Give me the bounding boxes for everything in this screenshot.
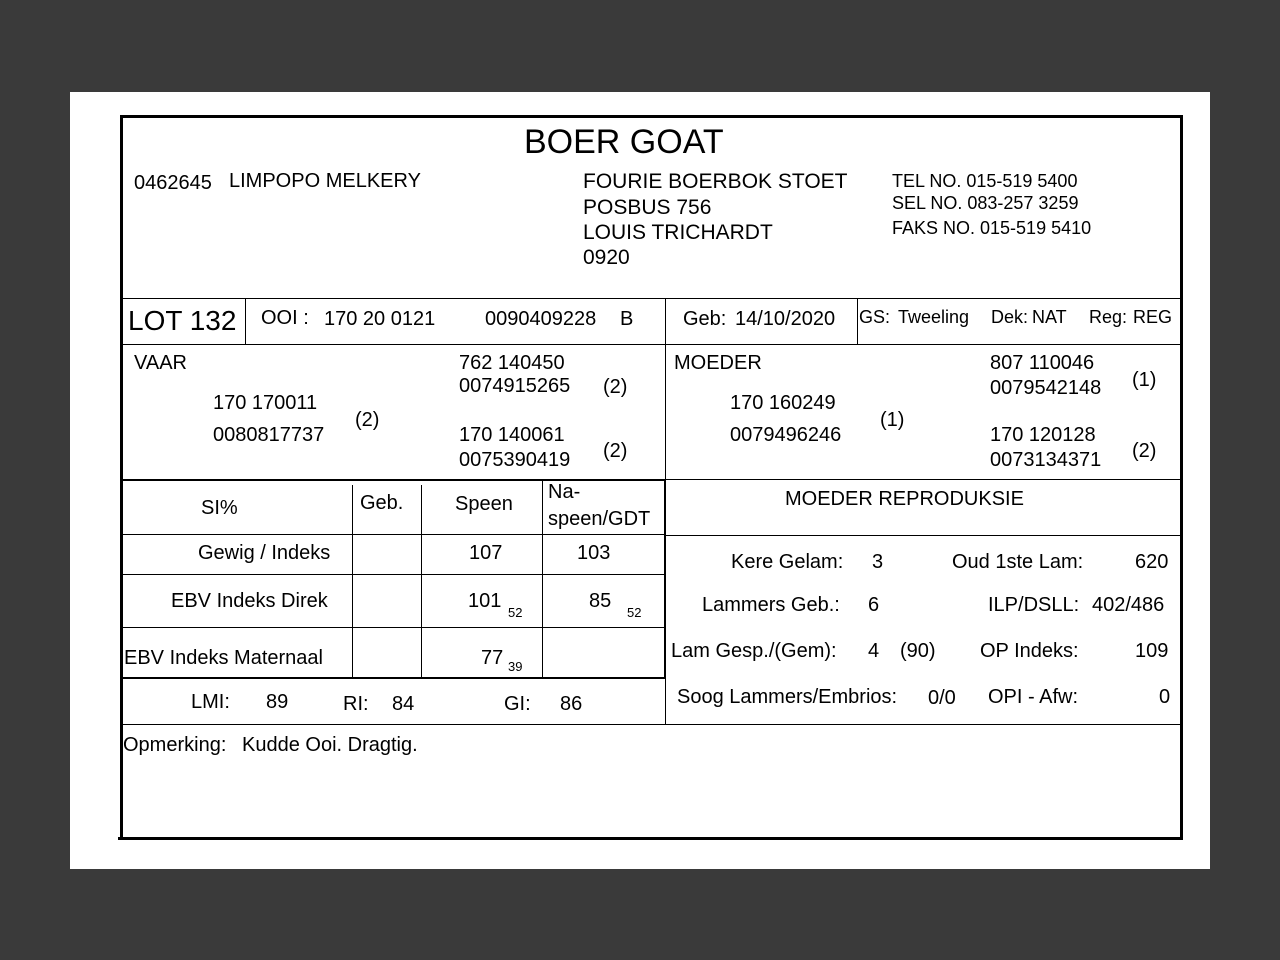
vline-geb-col xyxy=(421,485,422,678)
row-label-ebv-direk: EBV Indeks Direk xyxy=(171,590,328,612)
ooi-label: OOI : xyxy=(261,307,309,329)
remarks-text: Kudde Ooi. Dragtig. xyxy=(242,734,418,756)
divider-row3 xyxy=(120,677,666,679)
speen-header: Speen xyxy=(455,493,513,515)
lam-gesp-label: Lam Gesp./(Gem): xyxy=(671,640,837,662)
divider-headers-right xyxy=(665,535,1182,536)
border-bottom xyxy=(118,837,1183,840)
sire-grade: (2) xyxy=(355,409,380,431)
vline-speen-col xyxy=(542,479,543,678)
divider-lot xyxy=(120,344,1182,345)
divider-pedigree-left xyxy=(120,479,666,481)
oud-1ste-lam-label: Oud 1ste Lam: xyxy=(952,551,1084,573)
ooi-class: B xyxy=(620,308,634,330)
sire-sire-id: 762 140450 xyxy=(459,352,565,374)
birth-date: 14/10/2020 xyxy=(735,308,836,330)
row-maternaal-speen: 77 xyxy=(481,647,504,669)
ri-value: 84 xyxy=(392,693,415,715)
vline-table-right xyxy=(664,479,666,679)
divider-indices xyxy=(120,724,1182,725)
sire-heading: VAAR xyxy=(134,352,187,374)
breeder-line-4: 0920 xyxy=(583,246,630,269)
oud-1ste-lam-value: 620 xyxy=(1135,551,1169,573)
repro-heading: MOEDER REPRODUKSIE xyxy=(785,488,1024,510)
lammers-geb-value: 6 xyxy=(868,594,880,616)
gi-label: GI: xyxy=(504,693,531,715)
dek-label: Dek: xyxy=(991,307,1029,327)
opi-afw-value: 0 xyxy=(1159,686,1171,708)
row-gewig-speen: 107 xyxy=(469,542,503,564)
op-indeks-label: OP Indeks: xyxy=(980,640,1079,662)
contact-sel: SEL NO. 083-257 3259 xyxy=(892,193,1079,213)
gi-value: 86 xyxy=(560,693,583,715)
divider-row1 xyxy=(120,574,666,575)
soog-lammers-value: 0/0 xyxy=(928,687,956,709)
dam-reg: 0079496246 xyxy=(730,424,842,446)
row-direk-naspeen: 85 xyxy=(589,590,612,612)
ilp-dsll-value: 402/486 xyxy=(1092,594,1165,616)
row-gewig-naspeen: 103 xyxy=(577,542,611,564)
sire-reg: 0080817737 xyxy=(213,424,325,446)
divider-pedigree-right xyxy=(665,479,1182,480)
lam-gesp-value: 4 xyxy=(868,640,880,662)
gs-label: GS: xyxy=(859,307,891,327)
naspeen-header-line-2: speen/GDT xyxy=(548,508,651,530)
kere-gelam-value: 3 xyxy=(872,551,884,573)
row-maternaal-speen-accuracy: 39 xyxy=(508,659,523,674)
ilp-dsll-label: ILP/DSLL: xyxy=(988,594,1080,616)
dam-id: 170 160249 xyxy=(730,392,836,414)
ooi-id: 170 20 0121 xyxy=(324,308,436,330)
breeder-line-2: POSBUS 756 xyxy=(583,196,712,219)
op-indeks-value: 109 xyxy=(1135,640,1169,662)
contact-faks: FAKS NO. 015-519 5410 xyxy=(892,218,1092,238)
row-label-gewig: Gewig / Indeks xyxy=(198,542,331,564)
gs-value: Tweeling xyxy=(898,307,970,327)
lam-gesp-average: (90) xyxy=(900,640,936,662)
opi-afw-label: OPI - Afw: xyxy=(988,686,1079,708)
ooi-registration: 0090409228 xyxy=(485,308,597,330)
dam-grade: (1) xyxy=(880,409,905,431)
breeder-line-1: FOURIE BOERBOK STOET xyxy=(583,170,848,193)
sire-sire-grade: (2) xyxy=(603,376,628,398)
naspeen-header-line-1: Na- xyxy=(548,481,581,503)
divider-headers-left xyxy=(120,534,666,535)
dek-value: NAT xyxy=(1032,307,1067,327)
reg-label: Reg: xyxy=(1089,307,1128,327)
border-left xyxy=(120,115,123,840)
owner-id: 0462645 xyxy=(134,172,212,194)
dam-dam-grade: (2) xyxy=(1132,440,1157,462)
card-title: BOER GOAT xyxy=(524,123,724,161)
dam-sire-grade: (1) xyxy=(1132,369,1157,391)
geb-header: Geb. xyxy=(360,492,404,514)
border-top xyxy=(120,115,1183,118)
vline-geb xyxy=(857,298,858,344)
lmi-value: 89 xyxy=(266,691,289,713)
row-direk-speen: 101 xyxy=(468,590,502,612)
lmi-label: LMI: xyxy=(191,691,230,713)
border-right xyxy=(1180,115,1183,840)
lot-number: LOT 132 xyxy=(128,305,237,336)
dam-dam-reg: 0073134371 xyxy=(990,449,1102,471)
sire-dam-reg: 0075390419 xyxy=(459,449,571,471)
dam-heading: MOEDER xyxy=(674,352,762,374)
row-direk-speen-accuracy: 52 xyxy=(508,605,523,620)
ri-label: RI: xyxy=(343,693,369,715)
birth-label: Geb: xyxy=(683,308,727,330)
sire-id: 170 170011 xyxy=(213,392,318,414)
sire-dam-id: 170 140061 xyxy=(459,424,565,446)
lammers-geb-label: Lammers Geb.: xyxy=(702,594,840,616)
si-header: SI% xyxy=(201,497,238,519)
owner-name: LIMPOPO MELKERY xyxy=(229,170,421,192)
soog-lammers-label: Soog Lammers/Embrios: xyxy=(677,686,898,708)
kere-gelam-label: Kere Gelam: xyxy=(731,551,844,573)
dam-dam-id: 170 120128 xyxy=(990,424,1096,446)
contact-tel: TEL NO. 015-519 5400 xyxy=(892,171,1078,191)
sire-sire-reg: 0074915265 xyxy=(459,375,571,397)
divider-row2 xyxy=(120,627,666,628)
vline-lot xyxy=(245,298,246,344)
dam-sire-id: 807 110046 xyxy=(990,352,1095,374)
reg-value: REG xyxy=(1133,307,1173,327)
row-direk-naspeen-accuracy: 52 xyxy=(627,605,642,620)
dam-sire-reg: 0079542148 xyxy=(990,377,1102,399)
sire-dam-grade: (2) xyxy=(603,440,628,462)
row-label-ebv-maternaal: EBV Indeks Maternaal xyxy=(124,647,323,669)
remarks-label: Opmerking: xyxy=(123,734,227,756)
divider-header xyxy=(120,298,1182,299)
breeder-line-3: LOUIS TRICHARDT xyxy=(583,221,773,244)
vline-si xyxy=(352,485,353,678)
